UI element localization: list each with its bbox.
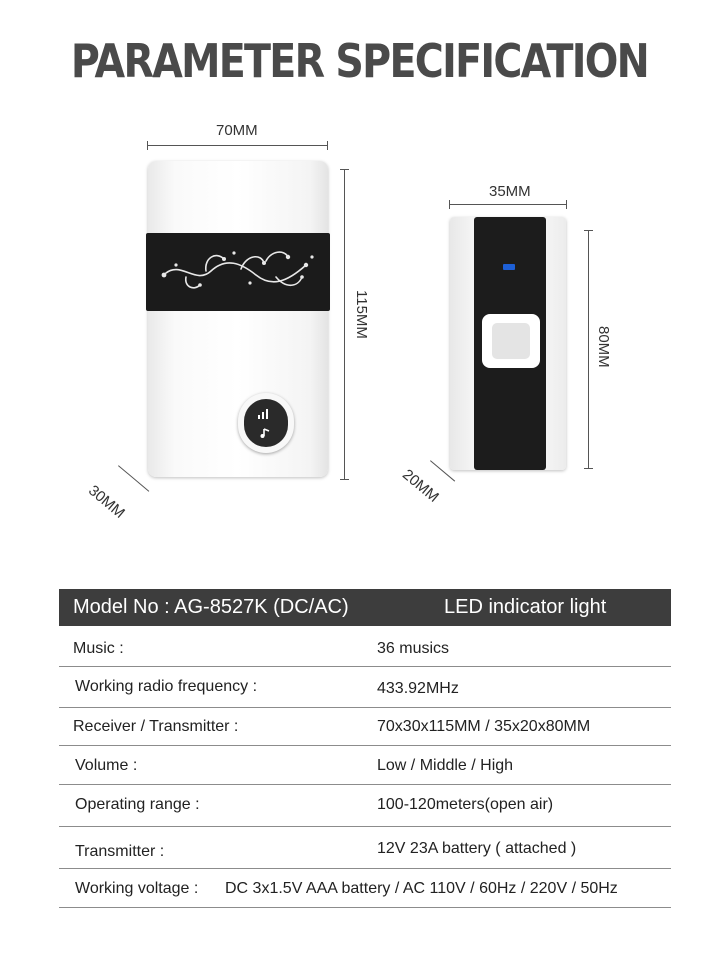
spec-row-dimensions	[59, 708, 671, 746]
transmitter-depth-label: 20MM	[399, 466, 442, 506]
transmitter-height-label: 80MM	[595, 326, 612, 368]
spec-label: Volume :	[75, 757, 138, 774]
transmitter-height-cap-top	[584, 230, 593, 231]
transmitter-button-face	[492, 323, 530, 359]
receiver-width-line	[147, 145, 328, 146]
spec-label: Transmitter :	[75, 843, 165, 860]
transmitter-height-line	[588, 230, 589, 468]
spec-row-volume	[59, 746, 671, 785]
spec-label: Music :	[73, 640, 124, 657]
receiver-button-panel	[244, 399, 288, 447]
floral-pattern-icon	[146, 233, 330, 311]
spec-value: 433.92MHz	[377, 680, 459, 697]
receiver-height-cap-bottom	[340, 479, 349, 480]
spec-value: 100-120meters(open air)	[377, 796, 554, 813]
spec-label: Operating range :	[75, 796, 200, 813]
receiver-height-label: 115MM	[353, 290, 370, 339]
led-indicator-label: LED indicator light	[444, 596, 607, 618]
spec-row-music	[59, 626, 671, 667]
spec-label: Working voltage :	[75, 880, 199, 897]
receiver-depth-label: 30MM	[85, 482, 128, 522]
spec-row-transmitter	[59, 827, 671, 869]
page-title: PARAMETER SPECIFICATION	[70, 34, 649, 88]
transmitter-width-cap-right	[566, 200, 567, 209]
receiver-height-cap-top	[340, 169, 349, 170]
receiver-width-label: 70MM	[216, 122, 258, 139]
spec-label: Working radio frequency :	[75, 678, 258, 695]
spec-value: DC 3x1.5V AAA battery / AC 110V / 60Hz / 220V / 50Hz	[225, 880, 618, 897]
spec-value: 36 musics	[377, 640, 450, 657]
transmitter-push-button[interactable]	[482, 314, 540, 368]
receiver-width-cap-left	[147, 141, 148, 150]
receiver-width-cap-right	[327, 141, 328, 150]
led-indicator-icon	[503, 264, 515, 270]
transmitter-width-cap-left	[449, 200, 450, 209]
receiver-control-button[interactable]	[238, 393, 294, 453]
spec-table-header	[59, 589, 671, 626]
spec-value: 12V 23A battery ( attached )	[377, 840, 577, 857]
receiver-depth-line	[118, 465, 149, 491]
receiver-decor-band	[146, 233, 330, 311]
spec-label: Receiver / Transmitter :	[73, 718, 239, 735]
spec-row-range	[59, 785, 671, 827]
volume-icon	[244, 399, 288, 447]
spec-value: 70x30x115MM / 35x20x80MM	[377, 718, 591, 735]
spec-value: Low / Middle / High	[377, 757, 514, 774]
spec-row-frequency	[59, 667, 671, 708]
model-number: Model No : AG-8527K (DC/AC)	[73, 596, 349, 618]
transmitter-width-label: 35MM	[489, 183, 531, 200]
transmitter-width-line	[449, 204, 566, 205]
transmitter-height-cap-bottom	[584, 468, 593, 469]
receiver-height-line	[344, 169, 345, 479]
spec-row-voltage	[59, 869, 671, 908]
